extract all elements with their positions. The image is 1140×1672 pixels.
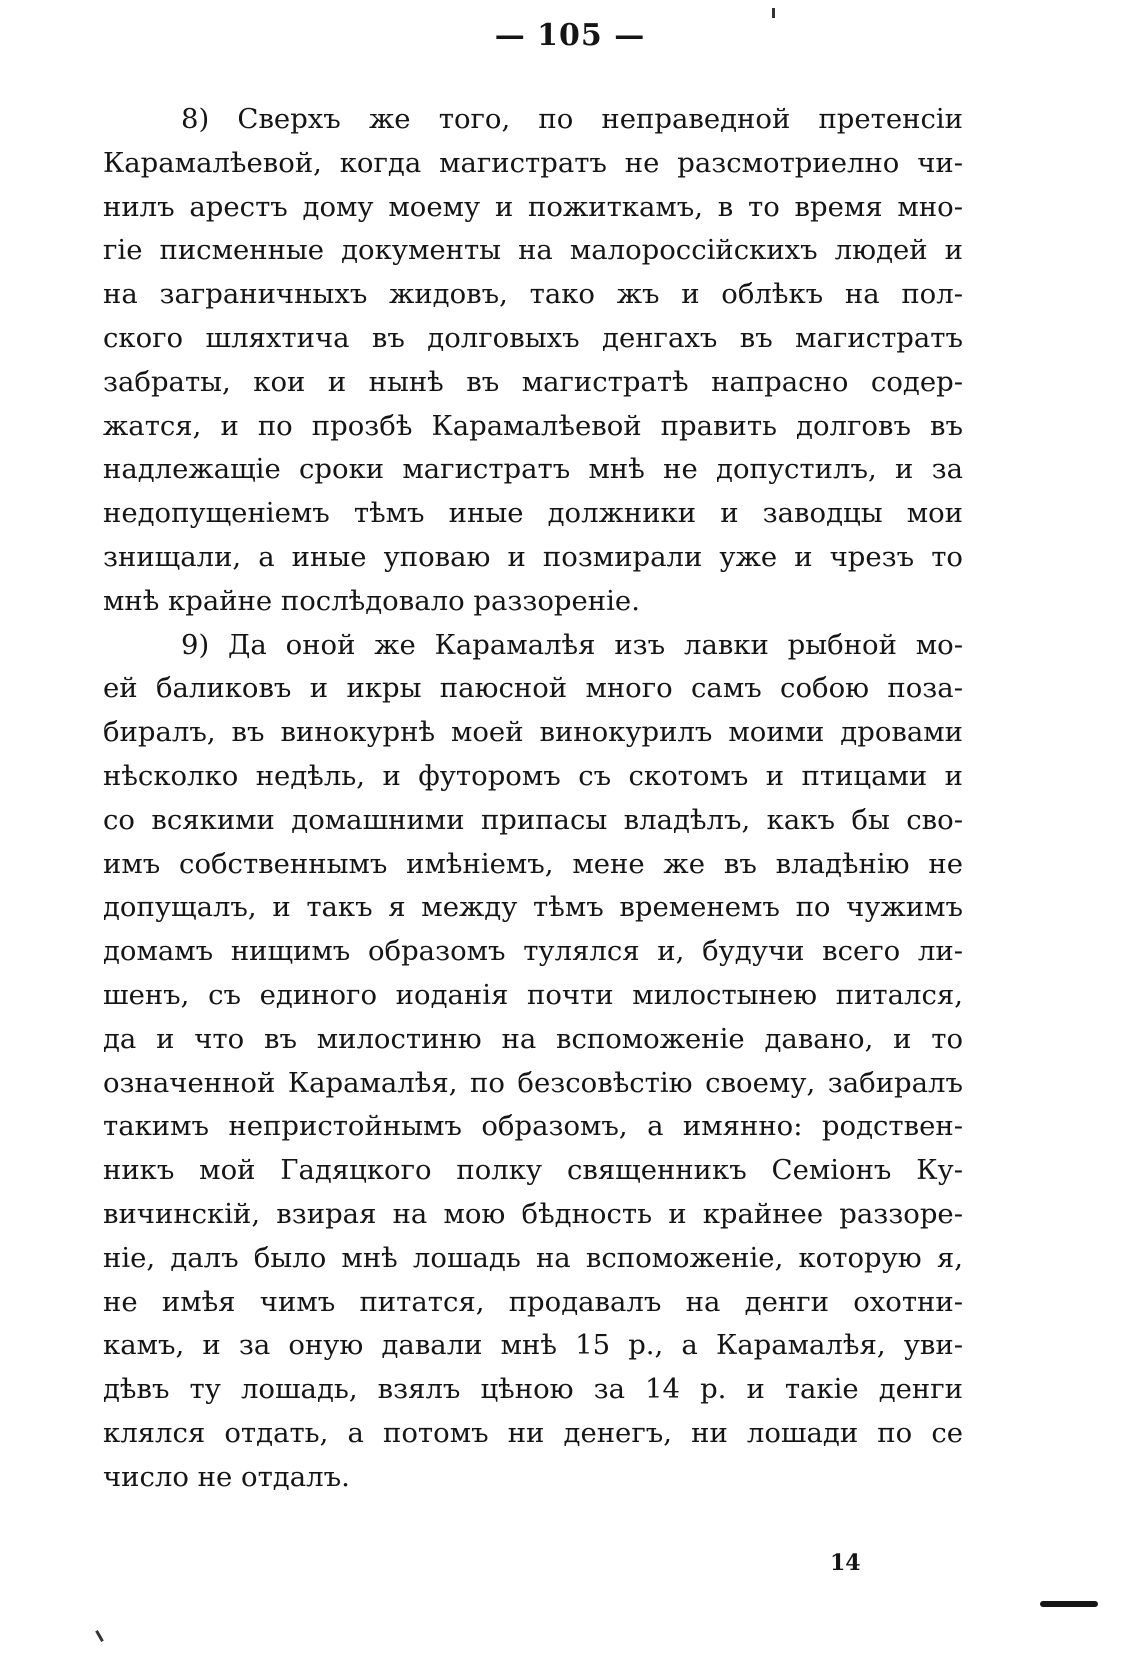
text-line: нилъ арестъ дому моему и пожиткамъ, в то время мно- <box>103 190 963 223</box>
text-line: не имѣя чимъ питатся, продавалъ на денги охотни- <box>103 1285 963 1318</box>
scan-speck <box>772 8 775 18</box>
text-line: Карамалѣевой, когда магистратъ не разсмотриелно чи- <box>103 146 963 179</box>
text-line: жатся, и по прозбѣ Карамалѣевой править долговъ въ <box>103 409 963 442</box>
text-line: 9) Да оной же Карамалѣя изъ лавки рыбной мо- <box>181 628 963 661</box>
text-line: никъ мой Гадяцкого полку священникъ Семіонъ Ку- <box>103 1154 963 1187</box>
text-line: биралъ, въ винокурнѣ моей винокурилъ моими дровами <box>103 716 963 749</box>
text-line: да и что въ милостиню на вспоможеніе давано, и то <box>103 1022 963 1055</box>
text-line: со всякими домашними припасы владѣлъ, какъ бы сво- <box>103 803 963 836</box>
text-line: гіе писменные документы на малороссійскихъ людей и <box>103 234 963 267</box>
text-line: ей баликовъ и икры паюсной много самъ собою поза- <box>103 672 963 705</box>
text-line: вичинскій, взирая на мою бѣдность и крайнее раззоре- <box>103 1197 963 1230</box>
text-line: допущалъ, и такъ я между тѣмъ временемъ по чужимъ <box>103 891 963 924</box>
text-line: мнѣ крайне послѣдовало раззореніе. <box>103 584 640 617</box>
body-text <box>103 98 963 1500</box>
text-line: ніе, далъ было мнѣ лошадь на вспоможеніе, которую я, <box>103 1241 963 1274</box>
text-line: камъ, и за оную давали мнѣ 15 р., а Карамалѣя, уви- <box>103 1329 963 1362</box>
text-line: число не отдалъ. <box>103 1460 350 1493</box>
signature-mark: 14 <box>830 1550 861 1576</box>
text-line: дѣвъ ту лошадь, взялъ цѣною за 14 р. и такіе денги <box>103 1373 963 1406</box>
margin-rule-mark <box>1040 1601 1098 1607</box>
text-line: знищали, а иные уповаю и позмирали уже и чрезъ то <box>103 540 963 573</box>
text-line: на заграничныхъ жидовъ, тако жъ и облѣкъ на пол- <box>103 278 963 311</box>
text-line: надлежащіе сроки магистратъ мнѣ не допустилъ, и за <box>103 453 963 486</box>
text-line: забраты, кои и нынѣ въ магистратѣ напрасно содер- <box>103 365 963 398</box>
text-line: домамъ нищимъ образомъ тулялся и, будучи всего ли- <box>103 935 963 968</box>
text-line: такимъ непристойнымъ образомъ, а имянно: родствен- <box>103 1110 963 1143</box>
scan-speck <box>95 1630 104 1642</box>
page-number-header: — 105 — <box>494 18 646 53</box>
text-line: клялся отдать, а потомъ ни денегъ, ни лошади по се <box>103 1416 963 1449</box>
text-line: имъ собственнымъ имѣніемъ, мене же въ владѣнію не <box>103 847 963 880</box>
text-line: ского шляхтича въ долговыхъ денгахъ въ магистратъ <box>103 321 963 354</box>
text-line: недопущеніемъ тѣмъ иные должники и заводцы мои <box>103 497 963 530</box>
text-line: нѣсколко недѣль, и футоромъ съ скотомъ и птицами и <box>103 759 963 792</box>
text-line: шенъ, съ единого иоданія почти милостынею питался, <box>103 978 963 1011</box>
text-line: означенной Карамалѣя, по безсовѣстію своему, забиралъ <box>103 1066 963 1099</box>
text-line: 8) Сверхъ же того, по неправедной претенсіи <box>181 103 963 135</box>
